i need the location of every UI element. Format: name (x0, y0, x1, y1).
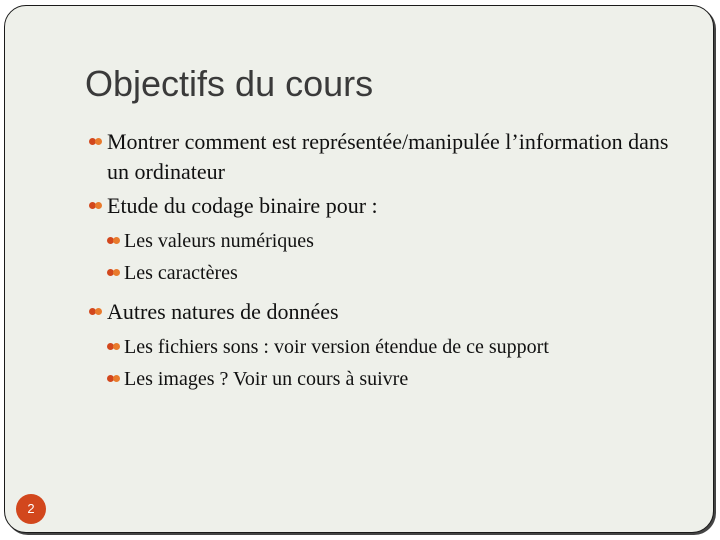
bullet-text: Autres natures de données (107, 299, 339, 324)
bullet-icon (107, 373, 122, 384)
bullet-text: Les caractères (124, 262, 238, 284)
bullet-text: Montrer comment est représentée/manipulée l’information dans un ordinateur (107, 129, 669, 184)
bullet-icon (107, 235, 122, 246)
slide-frame (4, 5, 714, 533)
sub-bullet-item (89, 257, 689, 289)
bullet-icon (107, 267, 122, 278)
bullet-text: Etude du codage binaire pour : (107, 193, 378, 218)
bullet-icon (107, 341, 122, 352)
sub-bullet-item (89, 363, 689, 395)
sub-bullet-item (89, 331, 689, 363)
bullet-list (89, 127, 689, 395)
bullet-icon (89, 306, 105, 317)
bullet-text: Les fichiers sons : voir version étendue de ce support (124, 336, 549, 358)
bullet-item (89, 127, 689, 187)
bullet-text: Les images ? Voir un cours à suivre (124, 368, 409, 390)
bullet-icon (89, 200, 105, 211)
sub-bullet-item (89, 225, 689, 257)
bullet-item (89, 297, 689, 327)
bullet-icon (89, 136, 105, 147)
bullet-text: Les valeurs numériques (124, 230, 314, 252)
page-number-badge: 2 (16, 494, 46, 524)
slide-title: Objectifs du cours (85, 63, 374, 104)
bullet-item (89, 191, 689, 221)
